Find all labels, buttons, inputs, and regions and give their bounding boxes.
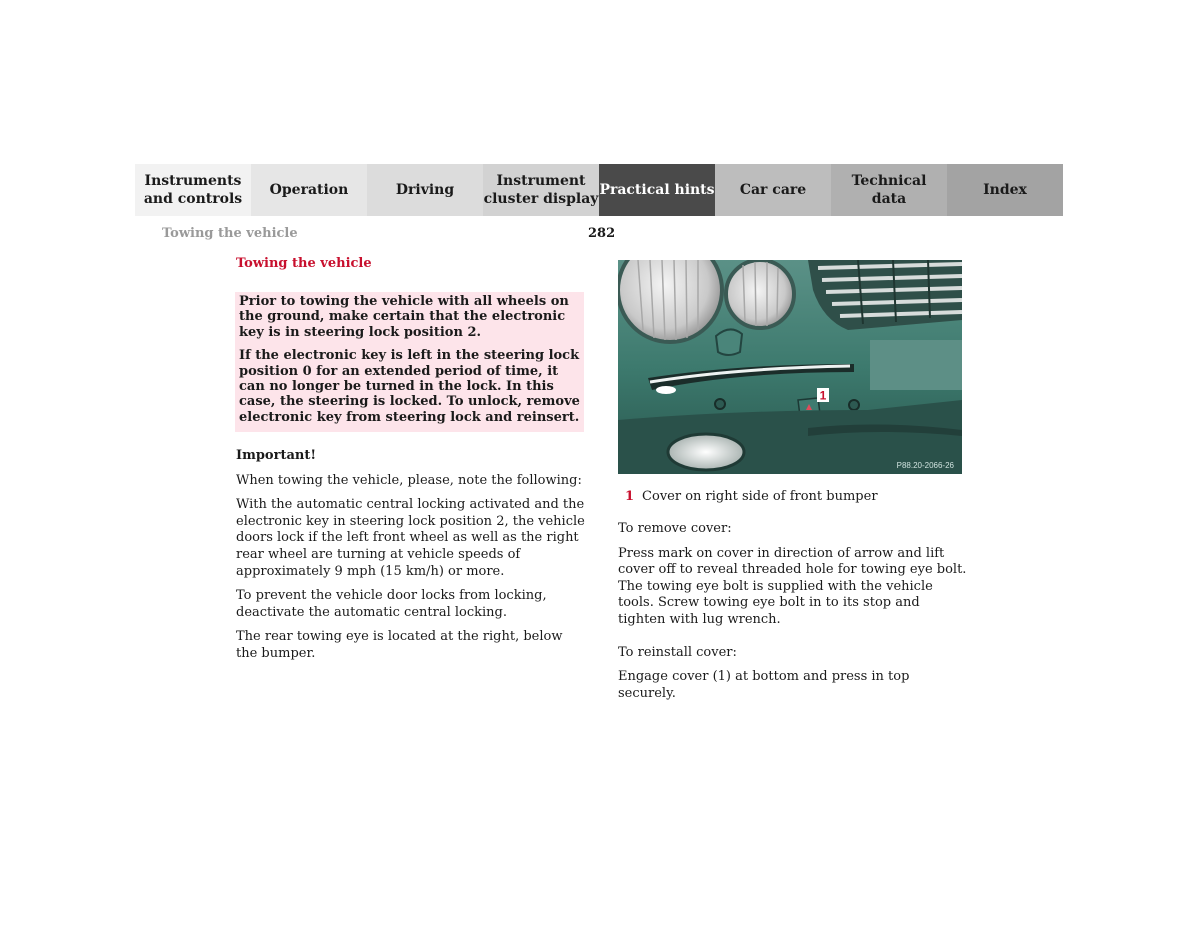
tab-operation[interactable]: Operation <box>251 164 367 216</box>
tab-instruments-and-controls[interactable]: Instruments and controls <box>135 164 251 216</box>
warning-para-2: If the electronic key is left in the steering lock position 0 for an extended period of time, it can no longer be turned in the lock. In this case, the steering is locked. To unlock, remove electronic key from steering lock and reinsert. <box>239 348 580 425</box>
left-para-1: When towing the vehicle, please, note the following: <box>236 472 582 488</box>
tab-index[interactable]: Index <box>947 164 1063 216</box>
left-para-2: With the automatic central locking activated and the electronic key in steering lock position 2, the vehicle doors lock if the left front wheel as well as the right rear wheel are turning at vehicle speeds of approximately 9 mph (15 km/h) or more. <box>236 497 585 579</box>
figure-code: P88.20-2066-26 <box>896 461 954 470</box>
left-para-3: To prevent the vehicle door locks from locking, deactivate the automatic central locking. <box>236 588 547 620</box>
callout-number: 1 <box>819 388 827 403</box>
right-para-1: To remove cover: <box>618 521 732 536</box>
page-number: 282 <box>588 226 616 241</box>
bumper-photo <box>618 260 962 474</box>
right-para-3: To reinstall cover: <box>618 644 737 660</box>
left-para-4: The rear towing eye is located at the right, below the bumper. <box>236 629 563 661</box>
section-title: Towing the vehicle <box>236 256 372 271</box>
right-column <box>618 521 968 710</box>
tab-car-care[interactable]: Car care <box>715 164 831 216</box>
running-head: Towing the vehicle <box>162 226 298 241</box>
tab-driving[interactable]: Driving <box>367 164 483 216</box>
tab-instrument-cluster-display[interactable]: Instrument cluster display <box>483 164 599 216</box>
warning-box <box>235 292 584 432</box>
important-heading: Important! <box>236 448 317 463</box>
figure-caption <box>625 488 965 505</box>
warning-para-1: Prior to towing the vehicle with all wheels on the ground, make certain that the electronic key is in steering lock position 2. <box>239 294 569 340</box>
bumper-illustration <box>618 260 962 474</box>
right-para-4: Engage cover (1) at bottom and press in top securely. <box>618 669 910 701</box>
tab-practical-hints[interactable]: Practical hints <box>599 164 715 216</box>
caption-text: Cover on right side of front bumper <box>642 489 878 504</box>
caption-number: 1 <box>625 489 635 504</box>
left-column <box>236 448 586 671</box>
chapter-tabs <box>135 164 1065 216</box>
right-para-2: Press mark on cover in direction of arrow and lift cover off to reveal threaded hole for towing eye bolt. The towing eye bolt is supplied with the vehicle tools. Screw towing eye bolt in to its stop and tighten with lug wrench. <box>618 545 967 627</box>
tab-technical-data[interactable]: Technical data <box>831 164 947 216</box>
